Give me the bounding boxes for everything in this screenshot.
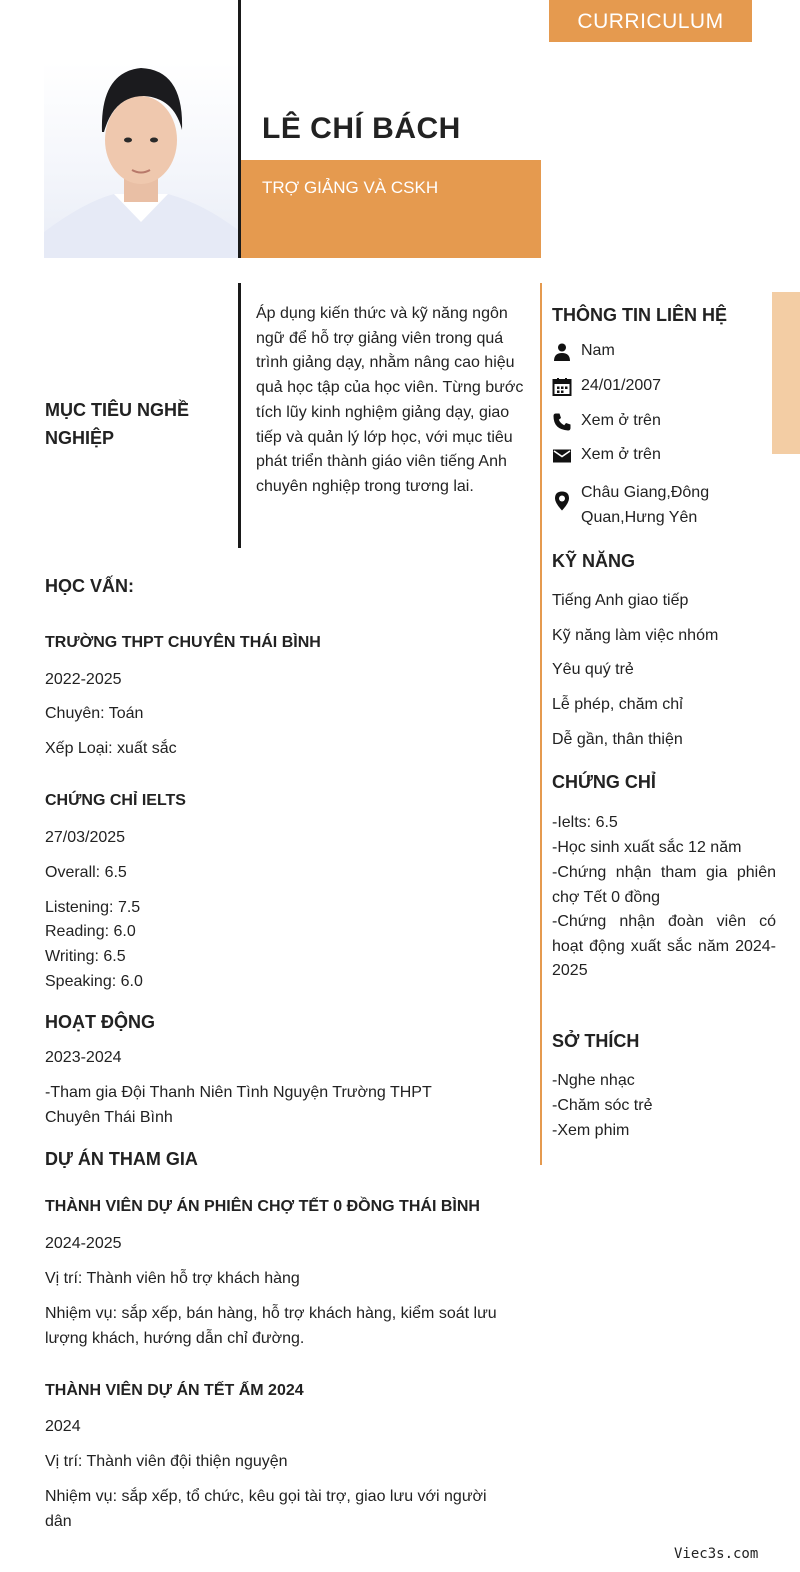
- hobby-item: -Nghe nhạc: [552, 1072, 635, 1089]
- project-1-years: 2024-2025: [45, 1235, 122, 1252]
- role-banner: [241, 160, 541, 258]
- certificate-item: -Chứng nhận tham gia phiên chợ Tết 0 đồng: [552, 864, 776, 906]
- education-heading: HỌC VẤN:: [45, 576, 134, 596]
- side-accent-tab: [772, 292, 800, 454]
- school-years: 2022-2025: [45, 671, 122, 688]
- ielts-writing: Writing: 6.5: [45, 948, 126, 965]
- activities-description: -Tham gia Đội Thanh Niên Tình Nguyện Trường THPT Chuyên Thái Bình: [45, 1084, 432, 1126]
- objective-text: Áp dụng kiến thức và kỹ năng ngôn ngữ để hỗ trợ giảng viên trong quá trình giảng dạy, nhằm nâng cao hiệu quả học tập của học viên. Từng bước tích lũy kinh nghiệm giảng dạy, giao tiếp và quản lý lớp học, với mục tiêu phát triển thành giáo viên tiếng Anh chuyên nghiệp trong tương lai.: [256, 305, 524, 495]
- ielts-heading: CHỨNG CHỈ IELTS: [45, 792, 186, 809]
- hobby-item: -Chăm sóc trẻ: [552, 1097, 653, 1114]
- candidate-name: LÊ CHÍ BÁCH: [262, 112, 461, 145]
- school-rank: Xếp Loại: xuất sắc: [45, 740, 177, 757]
- skill-item: Kỹ năng làm việc nhóm: [552, 627, 719, 644]
- project-2-title: THÀNH VIÊN DỰ ÁN TẾT ẤM 2024: [45, 1382, 304, 1399]
- contact-address-text: Châu Giang,Đông Quan,Hưng Yên: [581, 484, 710, 526]
- curriculum-vitae-badge: CURRICULUM VITAE: [549, 0, 752, 42]
- project-1-duty: Nhiệm vụ: sắp xếp, bán hàng, hỗ trợ khách hàng, kiểm soát lưu lượng khách, hướng dẫn chỉ đường.: [45, 1305, 497, 1347]
- person-icon: [552, 342, 572, 362]
- profile-photo: [44, 62, 238, 258]
- contact-phone-text: Xem ở trên: [581, 412, 661, 429]
- projects-heading: DỰ ÁN THAM GIA: [45, 1149, 198, 1169]
- project-1-position: Vị trí: Thành viên hỗ trợ khách hàng: [45, 1270, 300, 1287]
- candidate-role: TRỢ GIẢNG VÀ CSKH: [262, 178, 439, 197]
- school-name: TRƯỜNG THPT CHUYÊN THÁI BÌNH: [45, 634, 321, 651]
- phone-icon: [552, 412, 572, 432]
- contact-gender-text: Nam: [581, 342, 615, 359]
- contact-email-text: Xem ở trên: [581, 446, 661, 463]
- activities-heading: HOẠT ĐỘNG: [45, 1012, 155, 1032]
- ielts-listening: Listening: 7.5: [45, 899, 141, 916]
- certificate-item: -Chứng nhận đoàn viên có hoạt động xuất sắc năm 2024-2025: [552, 913, 776, 980]
- contact-dob-text: 24/01/2007: [581, 377, 662, 394]
- contact-heading: THÔNG TIN LIÊN HỆ: [552, 305, 727, 325]
- location-pin-icon: [552, 491, 572, 511]
- skill-item: Tiếng Anh giao tiếp: [552, 592, 689, 609]
- ielts-speaking: Speaking: 6.0: [45, 973, 143, 990]
- skills-heading: KỸ NĂNG: [552, 551, 636, 571]
- certificates-heading: CHỨNG CHỈ: [552, 772, 656, 792]
- certificate-item: -Ielts: 6.5: [552, 814, 618, 831]
- project-2-years: 2024: [45, 1418, 81, 1435]
- calendar-icon: [552, 377, 572, 397]
- project-2-duty: Nhiệm vụ: sắp xếp, tổ chức, kêu gọi tài trợ, giao lưu với người dân: [45, 1488, 487, 1530]
- ielts-reading: Reading: 6.0: [45, 923, 136, 940]
- envelope-icon: [552, 446, 572, 466]
- hobbies-heading: SỞ THÍCH: [552, 1031, 640, 1051]
- school-major: Chuyên: Toán: [45, 705, 144, 722]
- skill-item: Lễ phép, chăm chỉ: [552, 696, 683, 713]
- certificate-item: -Học sinh xuất sắc 12 năm: [552, 839, 742, 856]
- project-2-position: Vị trí: Thành viên đội thiện nguyện: [45, 1453, 288, 1470]
- right-column-divider: [540, 283, 542, 1165]
- objective-heading: MỤC TIÊU NGHỀ NGHIỆP: [45, 400, 189, 448]
- activities-years: 2023-2024: [45, 1049, 122, 1066]
- footer-watermark: Viec3s.com: [674, 1546, 759, 1562]
- skill-item: Dễ gần, thân thiện: [552, 731, 683, 748]
- hobby-item: -Xem phim: [552, 1122, 630, 1139]
- skill-item: Yêu quý trẻ: [552, 661, 634, 678]
- objective-divider: [238, 283, 241, 548]
- ielts-date: 27/03/2025: [45, 829, 126, 846]
- project-1-title: THÀNH VIÊN DỰ ÁN PHIÊN CHỢ TẾT 0 ĐỒNG THÁI BÌNH: [45, 1198, 480, 1215]
- ielts-overall: Overall: 6.5: [45, 864, 127, 881]
